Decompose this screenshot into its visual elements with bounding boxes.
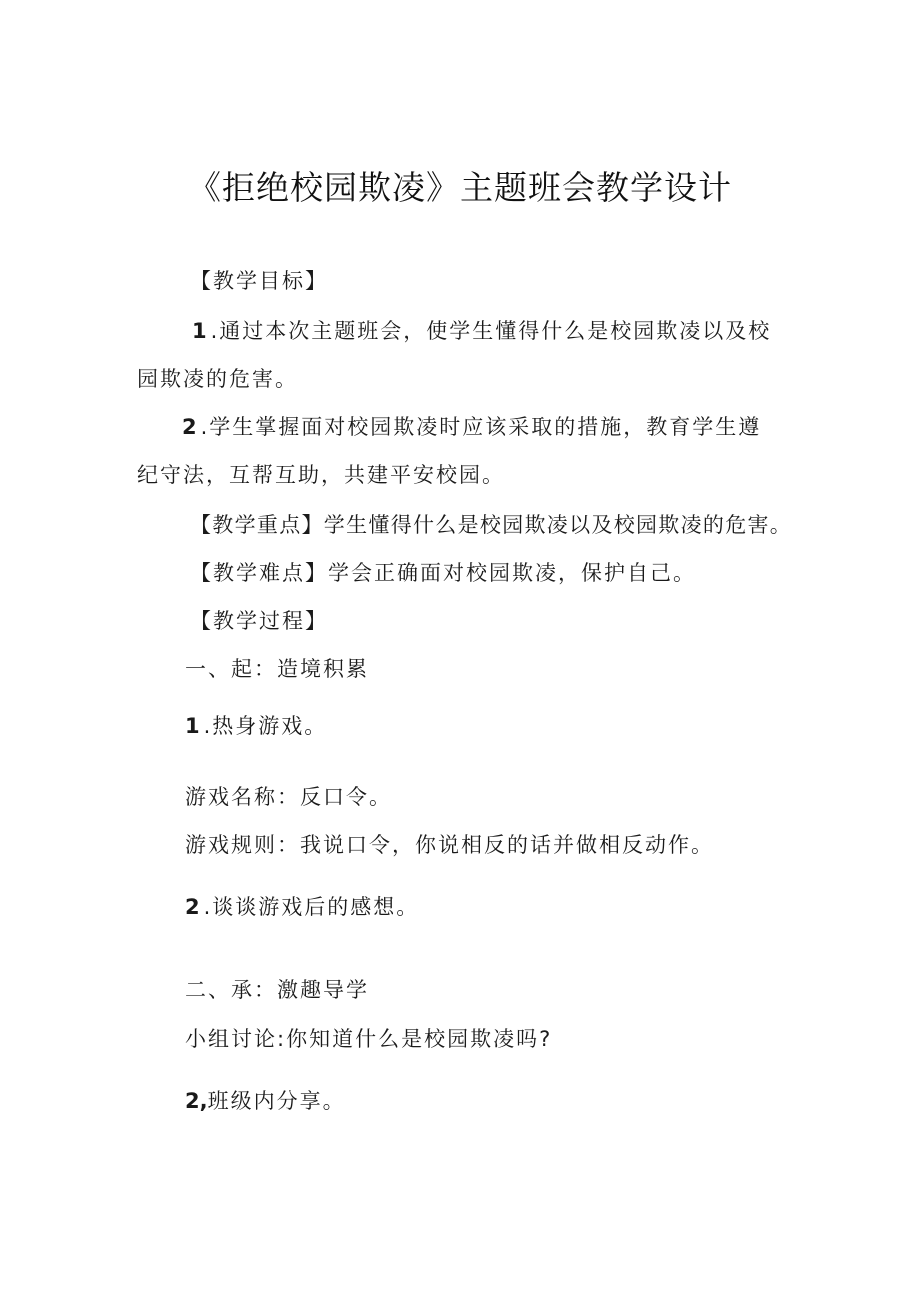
paragraph-objective-1-line-1: 1.通过本次主题班会，使学生懂得什么是校园欺凌以及校 bbox=[192, 319, 772, 343]
list-number: 1 bbox=[185, 714, 204, 738]
document-title: 《拒绝校园欺凌》主题班会教学设计 bbox=[188, 168, 732, 207]
paragraph-objective-2-line-1: 2.学生掌握面对校园欺凌时应该采取的措施，教育学生遵 bbox=[182, 415, 762, 439]
list-number: 1 bbox=[192, 319, 211, 343]
paragraph-difficult-points: 【教学难点】学会正确面对校园欺凌，保护自己。 bbox=[190, 561, 696, 585]
list-number: 2, bbox=[185, 1089, 208, 1113]
list-item-class-share: 2,班级内分享。 bbox=[185, 1089, 346, 1113]
section-heading-part-1: 一、起：造境积累 bbox=[185, 657, 369, 681]
section-heading-process: 【教学过程】 bbox=[190, 609, 328, 633]
list-number: 2 bbox=[182, 415, 201, 439]
paragraph-objective-2-line-2: 纪守法，互帮互助，共建平安校园。 bbox=[137, 463, 505, 487]
paragraph-game-name: 游戏名称：反口令。 bbox=[185, 785, 392, 809]
list-number: 2 bbox=[185, 895, 204, 919]
list-item-warmup-game: 1.热身游戏。 bbox=[185, 714, 328, 738]
section-heading-part-2: 二、承：激趣导学 bbox=[185, 978, 369, 1002]
list-item-reflection: 2.谈谈游戏后的感想。 bbox=[185, 895, 420, 919]
paragraph-game-rules: 游戏规则：我说口令，你说相反的话并做相反动作。 bbox=[185, 833, 714, 857]
paragraph-group-discussion: 小组讨论:你知道什么是校园欺凌吗? bbox=[185, 1027, 553, 1051]
paragraph-key-points: 【教学重点】学生懂得什么是校园欺凌以及校园欺凌的危害。 bbox=[190, 513, 793, 537]
paragraph-objective-1-line-2: 园欺凌的危害。 bbox=[137, 367, 298, 391]
section-heading-objectives: 【教学目标】 bbox=[190, 269, 328, 293]
